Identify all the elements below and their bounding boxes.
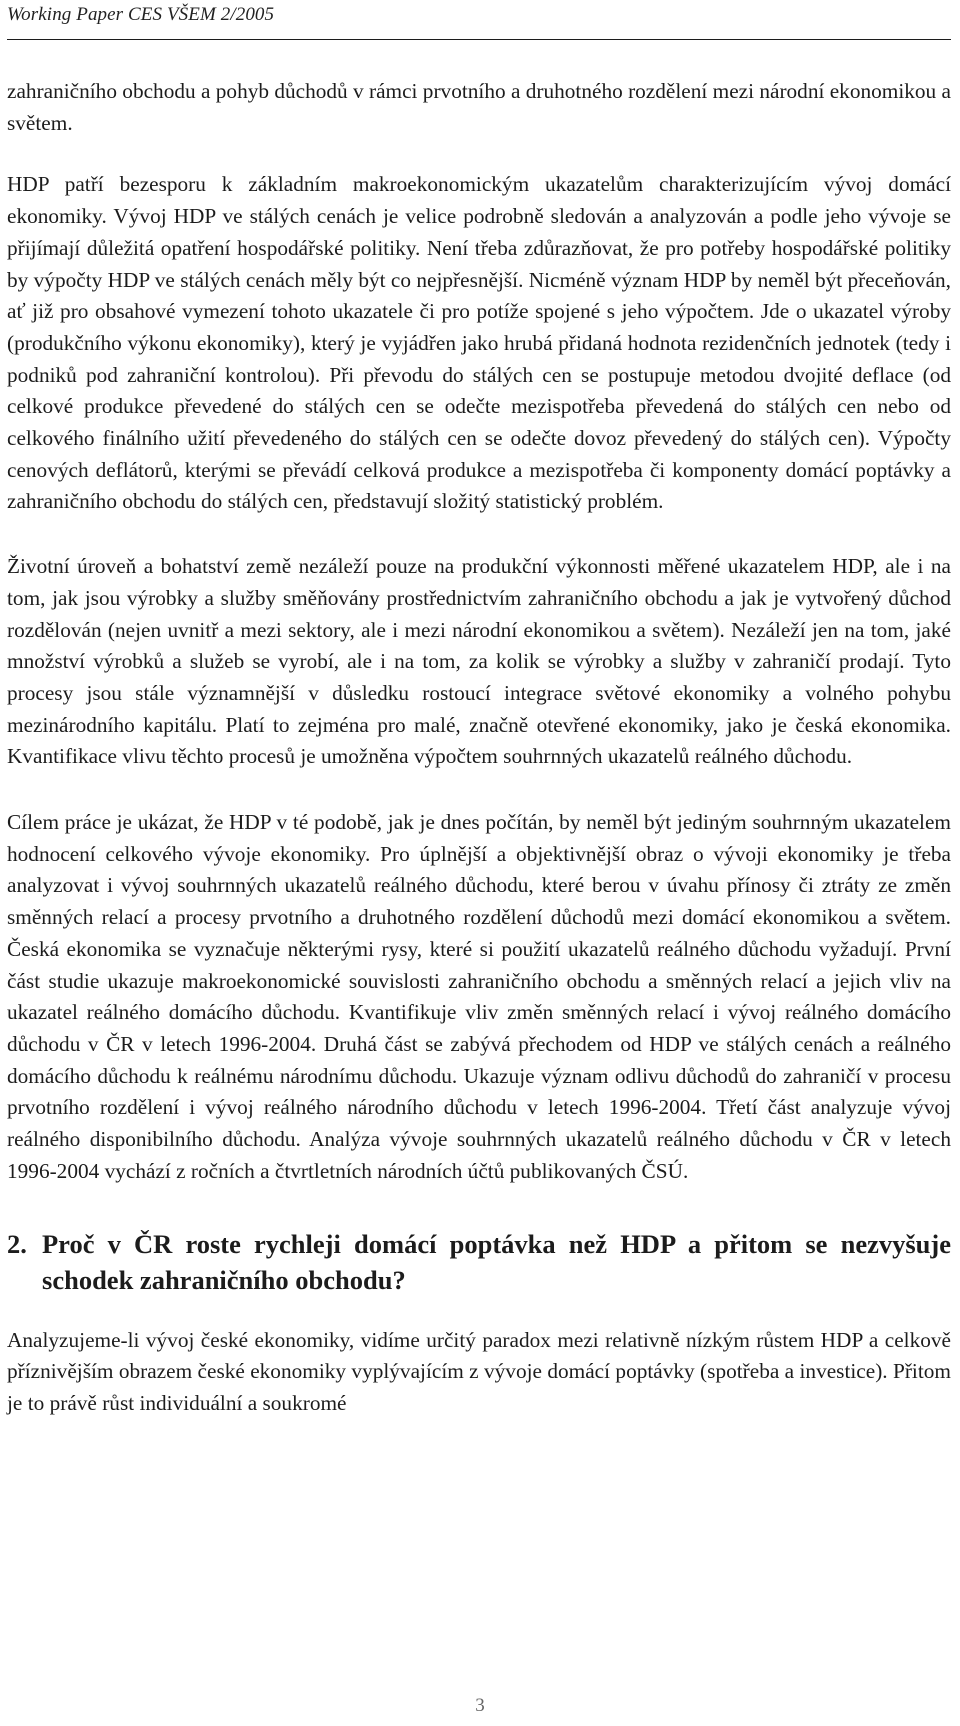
paragraph-aim: Cílem práce je ukázat, že HDP v té podobě, jak je dnes počítán, by neměl být jediným souhrnným ukazatelem hodnocení celkového vývoje ekonomiky. Pro úplnější a objektivnější obraz o vývoji ekonomiky je třeba analyzovat i vývoj souhrnných ukazatelů reálného důchodu, které berou v úvahu přínosy či ztráty ze změn směnných relací a procesy prvotního a druhotného rozdělení důchodů mezi domácí ekonomikou a světem. Česká ekonomika se vyznačuje některými rysy, které si použití ukazatelů reálného důchodu vyžadují. První část studie ukazuje makroekonomické souvislosti zahraničního obchodu a směnných relací a jejich vliv na ukazatel reálného domácího důchodu. Kvantifikuje vliv změn směnných relací i vývoj reálného domácího důchodu v ČR v letech 1996-2004. Druhá část se zabývá přechodem od HDP ve stálých cenách a reálného domácího důchodu k reálnému národnímu důchodu. Ukazuje význam odlivu důchodů do zahraničí v procesu prvotního rozdělení i vývoj reálného národního důchodu v letech 1996-2004. Třetí část analyzuje vývoj reálného disponibilního důchodu. Analýza vývoje souhrnných ukazatelů reálného důchodu v ČR v letech 1996-2004 vychází z ročních a čtvrtletních národních účtů publikovaných ČSÚ. xyxy=(7,810,951,1183)
page-number: 3 xyxy=(475,1695,485,1716)
paragraph-hdp: HDP patří bezesporu k základním makroekonomickým ukazatelům charakterizujícím vývoj domácí ekonomiky. Vývoj HDP ve stálých cenách je velice podrobně sledován a analyzován a podle jeho vývoje se přijímají důležitá opatření hospodářské politiky. Není třeba zdůrazňovat, že pro potřeby hospodářské politiky by výpočty HDP ve stálých cenách měly být co nejpřesnější. Nicméně význam HDP by neměl být přeceňován, ať již pro obsahové vymezení tohoto ukazatele či pro potíže spojené s jeho výpočtem. Jde o ukazatel výroby (produkčního výkonu ekonomiky), který je vyjádřen jako hrubá přidaná hodnota rezidenčních jednotek (tedy i podniků pod zahraniční kontrolou). Při převodu do stálých cen se postupuje metodou dvojité deflace (od celkové produkce převedené do stálých cen se odečte mezispotřeba převedená do stálých cen nebo od celkového finálního užití převedeného do stálých cen se odečte dovoz převedený do stálých cen). Výpočty cenových deflátorů, kterými se převádí celková produkce a mezispotřeba či komponenty domácí poptávky a zahraničního obchodu do stálých cen, představují složitý statistický problém. xyxy=(7,172,951,514)
paragraph-living-standard: Životní úroveň a bohatství země nezáleží pouze na produkční výkonnosti měřené ukazatelem HDP, ale i na tom, jak jsou výrobky a služby směňovány prostřednictvím zahraničního obchodu a jak je vytvořený důchod rozdělován (nejen uvnitř a mezi sektory, ale i mezi národní ekonomikou a světem). Nezáleží jen na tom, jaké množství výrobků a služeb se vyrobí, ale i na tom, za kolik se výrobky a služby v zahraničí prodají. Tyto procesy jsou stále významnější v důsledku rostoucí integrace světové ekonomiky a volného pohybu mezinárodního kapitálu. Platí to zejména pro malé, značně otevřené ekonomiky, jako je česká ekonomika. Kvantifikace vlivu těchto procesů je umožněna výpočtem souhrnných ukazatelů reálného důchodu. xyxy=(7,554,951,769)
paragraph-continuation: zahraničního obchodu a pohyb důchodů v rámci prvotního a druhotného rozdělení mezi národní ekonomikou a světem. xyxy=(7,79,951,135)
section-title: Proč v ČR roste rychleji domácí poptávka než HDP a přitom se nezvyšuje schodek zahraničního obchodu? xyxy=(42,1228,951,1295)
section-heading xyxy=(7,1226,951,1298)
body-text xyxy=(7,76,951,1420)
header-rule xyxy=(7,39,951,40)
section-number: 2. xyxy=(7,1228,27,1259)
paragraph-analysis: Analyzujeme-li vývoj české ekonomiky, vidíme určitý paradox mezi relativně nízkým růstem HDP a celkově příznivějším obrazem české ekonomiky vyplývajícím z vývoje domácí poptávky (spotřeba a investice). Přitom je to právě růst individuální a soukromé xyxy=(7,1327,951,1415)
running-header: Working Paper CES VŠEM 2/2005 xyxy=(7,4,275,25)
